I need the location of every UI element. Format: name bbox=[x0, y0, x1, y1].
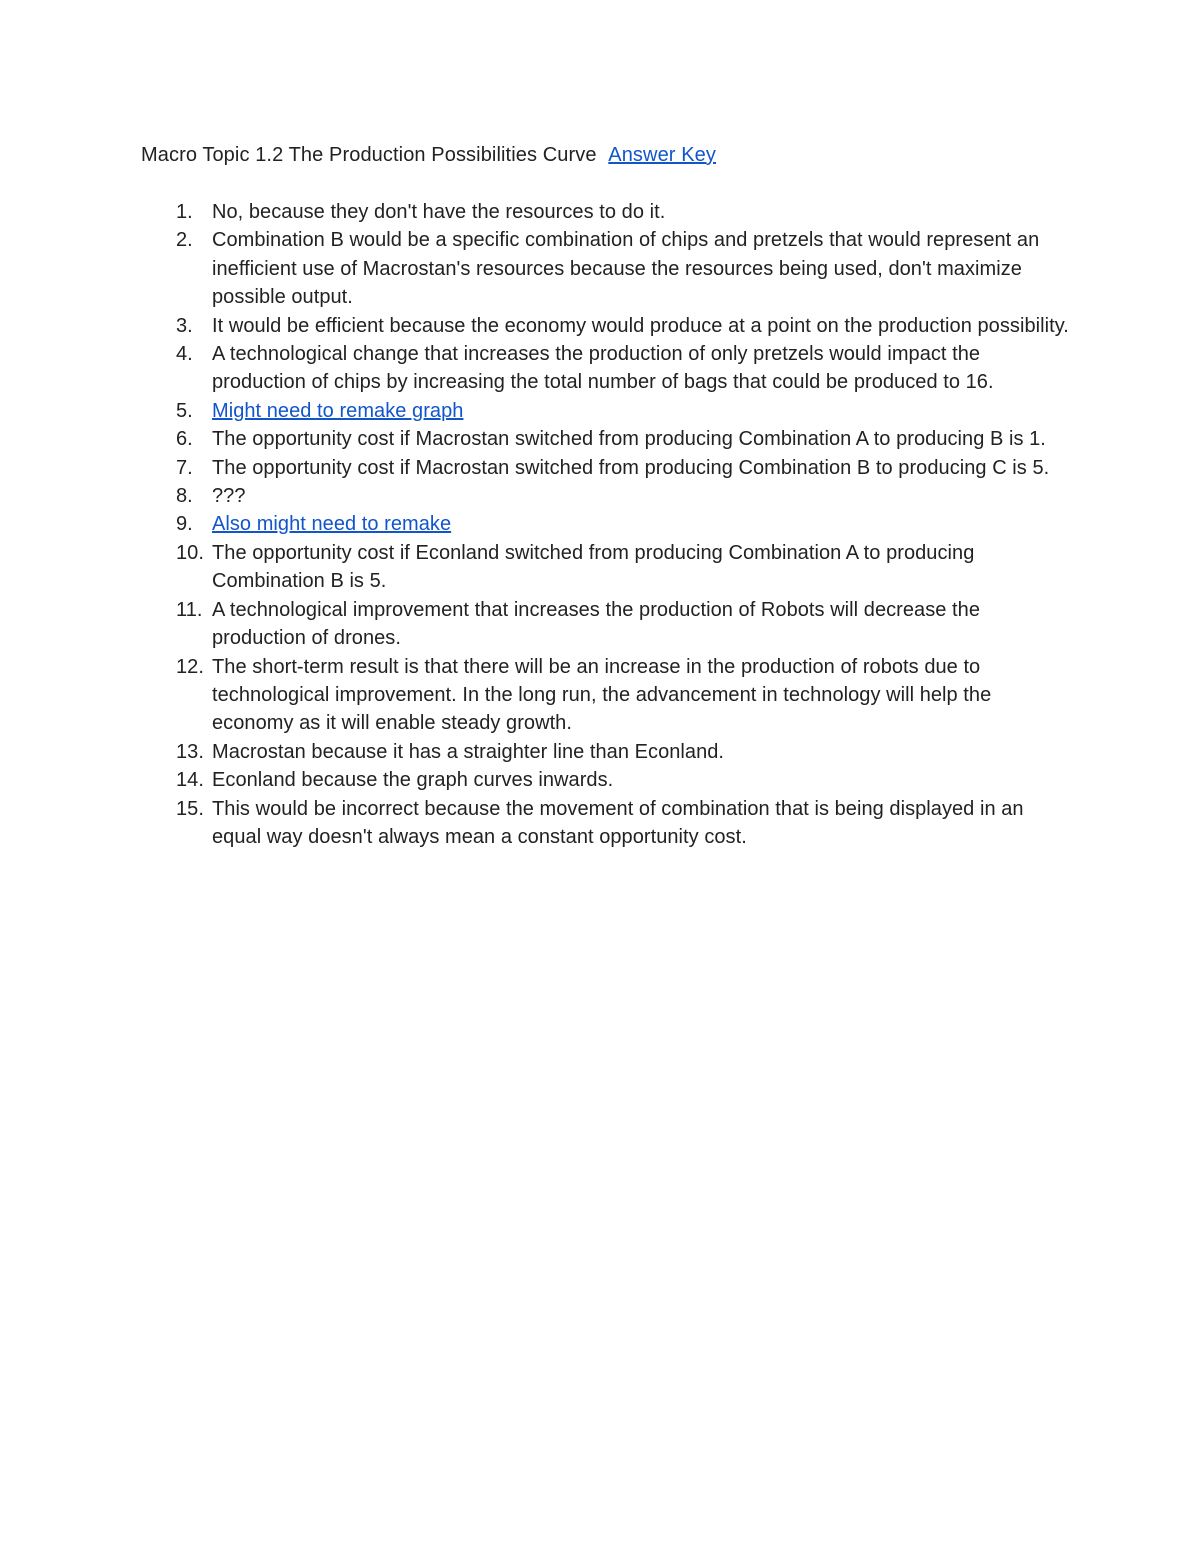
answer-item bbox=[141, 510, 1071, 538]
answer-item bbox=[141, 738, 1071, 766]
answer-link[interactable]: Also might need to remake bbox=[212, 513, 452, 536]
answer-text: Macrostan because it has a straighter line than Econland. bbox=[212, 740, 725, 763]
answer-number: 8. bbox=[176, 485, 193, 508]
answer-number: 14. bbox=[176, 769, 204, 792]
answer-number: 10. bbox=[176, 541, 204, 564]
answer-number: 2. bbox=[176, 229, 193, 252]
answer-item bbox=[141, 340, 1071, 397]
answer-number: 5. bbox=[176, 399, 193, 422]
answer-item bbox=[141, 226, 1071, 311]
answer-text: It would be efficient because the economy would produce at a point on the production possibility. bbox=[212, 314, 1069, 337]
answer-item bbox=[141, 596, 1071, 653]
answer-text: The opportunity cost if Macrostan switched from producing Combination B to producing C is 5. bbox=[212, 456, 1050, 479]
answer-number: 13. bbox=[176, 740, 204, 763]
answer-item bbox=[141, 397, 1071, 425]
answer-item bbox=[141, 425, 1071, 453]
answer-item bbox=[141, 454, 1071, 482]
answer-item bbox=[141, 539, 1071, 596]
answer-text: Econland because the graph curves inwards. bbox=[212, 769, 614, 792]
answer-item bbox=[141, 653, 1071, 738]
answer-item bbox=[141, 198, 1071, 226]
answer-number: 15. bbox=[176, 797, 204, 820]
answer-text: The short-term result is that there will be an increase in the production of robots due to technological improvement. In the long run, the advancement in technology will help the economy as it will enable steady growth. bbox=[212, 655, 992, 735]
answer-key-link[interactable]: Answer Key bbox=[608, 144, 716, 166]
answer-list bbox=[141, 198, 1071, 851]
answer-item bbox=[141, 795, 1071, 852]
answer-link[interactable]: Might need to remake graph bbox=[212, 399, 464, 422]
answer-text: No, because they don't have the resources to do it. bbox=[212, 201, 666, 223]
answer-item bbox=[141, 312, 1071, 340]
answer-number: 11. bbox=[176, 598, 203, 621]
title-text: Macro Topic 1.2 The Production Possibilities Curve bbox=[141, 144, 597, 166]
answer-text: Combination B would be a specific combination of chips and pretzels that would represent an inefficient use of Macrostan's resources because the resources being used, don't maximize possible output. bbox=[212, 229, 1040, 309]
answer-text: ??? bbox=[212, 485, 246, 508]
document-title bbox=[141, 141, 716, 169]
answer-text: A technological improvement that increases the production of Robots will decrease the production of drones. bbox=[212, 598, 981, 650]
answer-text: This would be incorrect because the movement of combination that is being displayed in an equal way doesn't always mean a constant opportunity cost. bbox=[212, 797, 1024, 848]
answer-number: 7. bbox=[176, 456, 193, 479]
answer-number: 9. bbox=[176, 513, 193, 536]
answer-number: 12. bbox=[176, 655, 204, 678]
answer-number: 4. bbox=[176, 343, 193, 366]
answer-text: The opportunity cost if Macrostan switched from producing Combination A to producing B is 1. bbox=[212, 428, 1046, 451]
answer-number: 6. bbox=[176, 428, 193, 451]
answer-number: 3. bbox=[176, 314, 193, 337]
answer-number: 1. bbox=[176, 201, 193, 223]
answer-item bbox=[141, 766, 1071, 794]
answer-item bbox=[141, 482, 1071, 510]
answer-text: A technological change that increases the production of only pretzels would impact the production of chips by increasing the total number of bags that could be produced to 16. bbox=[212, 343, 994, 394]
answer-text: The opportunity cost if Econland switched from producing Combination A to producing Combination B is 5. bbox=[212, 541, 975, 593]
